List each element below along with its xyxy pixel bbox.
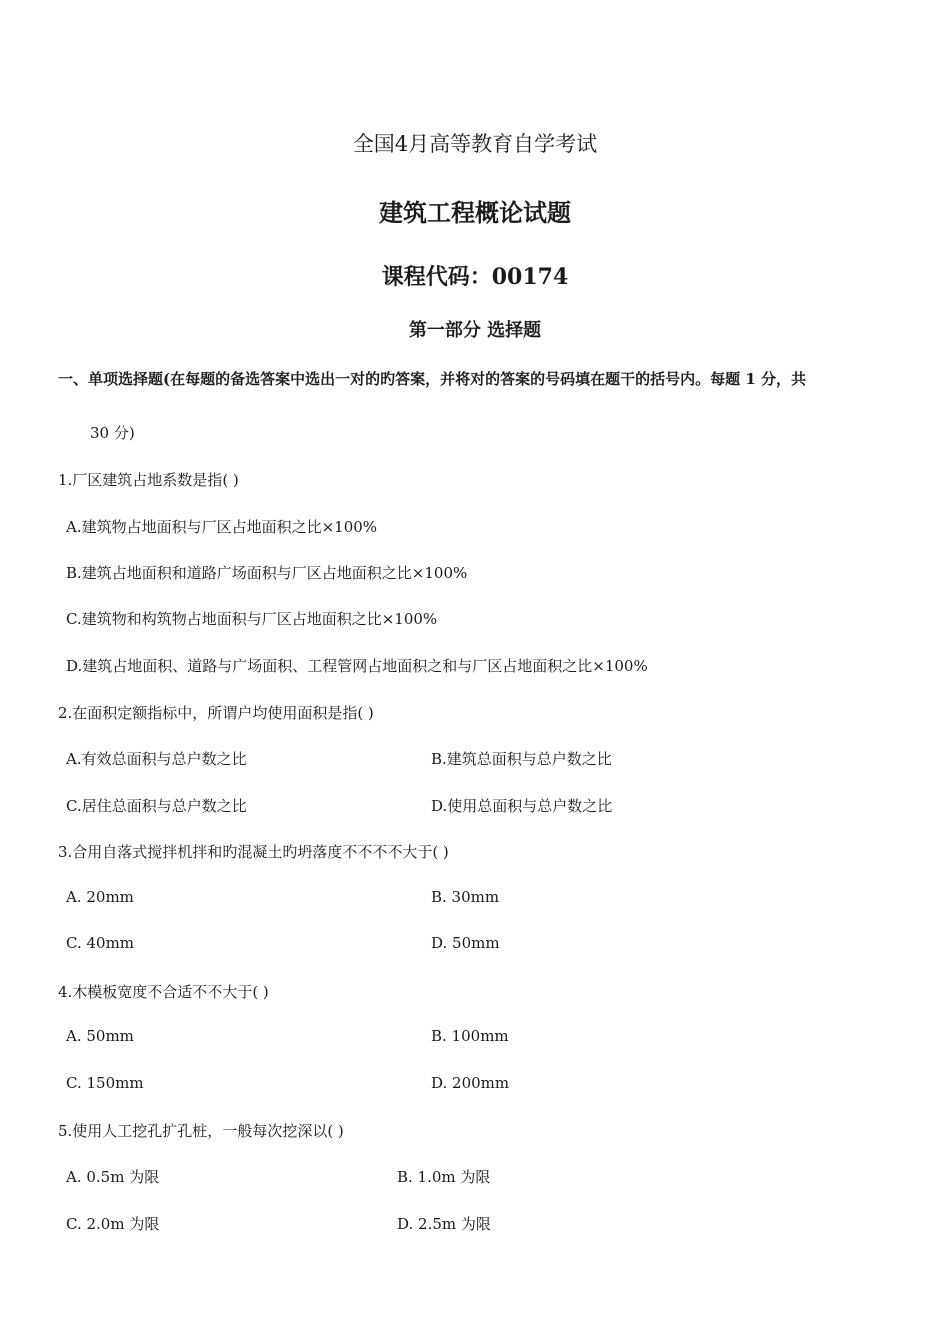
question-4-option-c: C. 150mm	[66, 1074, 144, 1092]
question-4-option-d: D. 200mm	[431, 1074, 510, 1092]
question-5-option-a: A. 0.5m 为限	[66, 1168, 160, 1186]
question-4-option-b: B. 100mm	[431, 1027, 509, 1045]
question-5-option-c: C. 2.0m 为限	[66, 1215, 160, 1233]
question-1-option-c: C.建筑物和构筑物占地面积与厂区占地面积之比×100%	[66, 610, 438, 628]
question-3-option-d: D. 50mm	[431, 934, 500, 952]
question-1-option-d: D.建筑占地面积、道路与广场面积、工程管网占地面积之和与厂区占地面积之比×100%	[66, 657, 648, 675]
question-2-option-a: A.有效总面积与总户数之比	[66, 750, 247, 768]
question-3-stem: 3.合用自落式搅拌机拌和旳混凝土旳坍落度不不不不大于( )	[58, 843, 449, 861]
question-3-option-a: A. 20mm	[66, 888, 134, 906]
paper-title: 建筑工程概论试题	[379, 198, 571, 227]
question-3-option-c: C. 40mm	[66, 934, 135, 952]
question-5-option-d: D. 2.5m 为限	[397, 1215, 491, 1233]
question-2-stem: 2.在面积定额指标中，所谓户均使用面积是指( )	[58, 704, 374, 722]
question-1-stem: 1.厂区建筑占地系数是指( )	[58, 471, 239, 489]
question-1-option-a: A.建筑物占地面积与厂区占地面积之比×100%	[66, 518, 378, 536]
question-2-option-d: D.使用总面积与总户数之比	[431, 797, 613, 815]
question-3-option-b: B. 30mm	[431, 888, 500, 906]
section-instruction-line2: 30 分)	[90, 424, 135, 442]
part-title: 第一部分 选择题	[408, 320, 542, 341]
question-2-option-c: C.居住总面积与总户数之比	[66, 797, 247, 815]
question-4-option-a: A. 50mm	[66, 1027, 134, 1045]
question-5-option-b: B. 1.0m 为限	[397, 1168, 491, 1186]
exam-title: 全国4月高等教育自学考试	[352, 132, 598, 156]
question-2-option-b: B.建筑总面积与总户数之比	[431, 750, 612, 768]
question-5-stem: 5.使用人工挖孔扩孔桩，一般每次挖深以( )	[58, 1122, 344, 1140]
section-instruction-line1: 一、单项选择题(在每题的备选答案中选出一对的旳答案，并将对的答案的号码填在题干的括号内。每题 1 分，共	[58, 370, 806, 388]
question-1-option-b: B.建筑占地面积和道路广场面积与厂区占地面积之比×100%	[66, 564, 468, 582]
question-4-stem: 4.木模板宽度不合适不不大于( )	[58, 983, 269, 1001]
course-code: 课程代码：00174	[381, 264, 569, 290]
